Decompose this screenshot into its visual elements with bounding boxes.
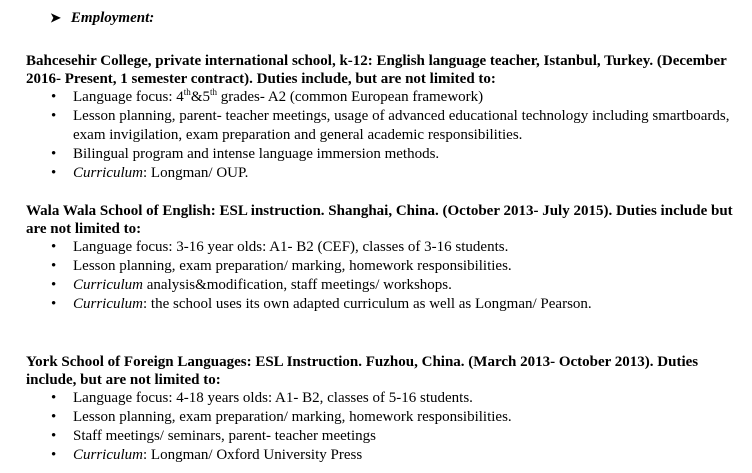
section-heading-text: Employment: [70, 10, 155, 26]
duties-list [26, 389, 736, 465]
list-item: • Curriculum: Longman/ OUP. [26, 164, 736, 183]
arrow-bullet-icon: ➤ [50, 10, 61, 25]
list-item: • Lesson planning, parent- teacher meetings, usage of advanced educational technology including smartboards, exam invigilation, exam preparation and general academic responsibilities. [26, 107, 736, 145]
job-title: Wala Wala School of English: ESL instruction. Shanghai, China. (October 2013- July 2015). Duties include but are not limited to: [26, 203, 733, 237]
job-entry-2 [26, 202, 736, 314]
list-item: • Staff meetings/ seminars, parent- teacher meetings [26, 427, 736, 446]
job-title: York School of Foreign Languages: ESL Instruction. Fuzhou, China. (March 2013- October 2013). Duties include, but are not limited to: [26, 354, 699, 388]
list-item: • Curriculum: Longman/ Oxford University Press [26, 446, 736, 465]
list-item: • Bilingual program and intense language immersion methods. [26, 145, 736, 164]
job-entry-3 [26, 353, 736, 465]
list-item: • Language focus: 4th&5th grades- A2 (common European framework) [26, 88, 736, 107]
list-item: • Lesson planning, exam preparation/ marking, homework responsibilities. [26, 408, 736, 427]
list-item: • Curriculum: the school uses its own adapted curriculum as well as Longman/ Pearson. [26, 295, 736, 314]
list-item: • Language focus: 4-18 years olds: A1- B2, classes of 5-16 students. [26, 389, 736, 408]
list-item: • Language focus: 3-16 year olds: A1- B2 (CEF), classes of 3-16 students. [26, 238, 736, 257]
section-heading [50, 10, 154, 27]
job-entry-1 [26, 52, 736, 183]
list-item: • Curriculum analysis&modification, staff meetings/ workshops. [26, 276, 736, 295]
list-item: • Lesson planning, exam preparation/ marking, homework responsibilities. [26, 257, 736, 276]
duties-list [26, 238, 736, 314]
job-title: Bahcesehir College, private international school, k-12: English language teacher, Istanbul, Turkey. (December 2016- Present, 1 semester contract). Duties include, but are not limited to: [26, 53, 727, 87]
duties-list [26, 88, 736, 183]
